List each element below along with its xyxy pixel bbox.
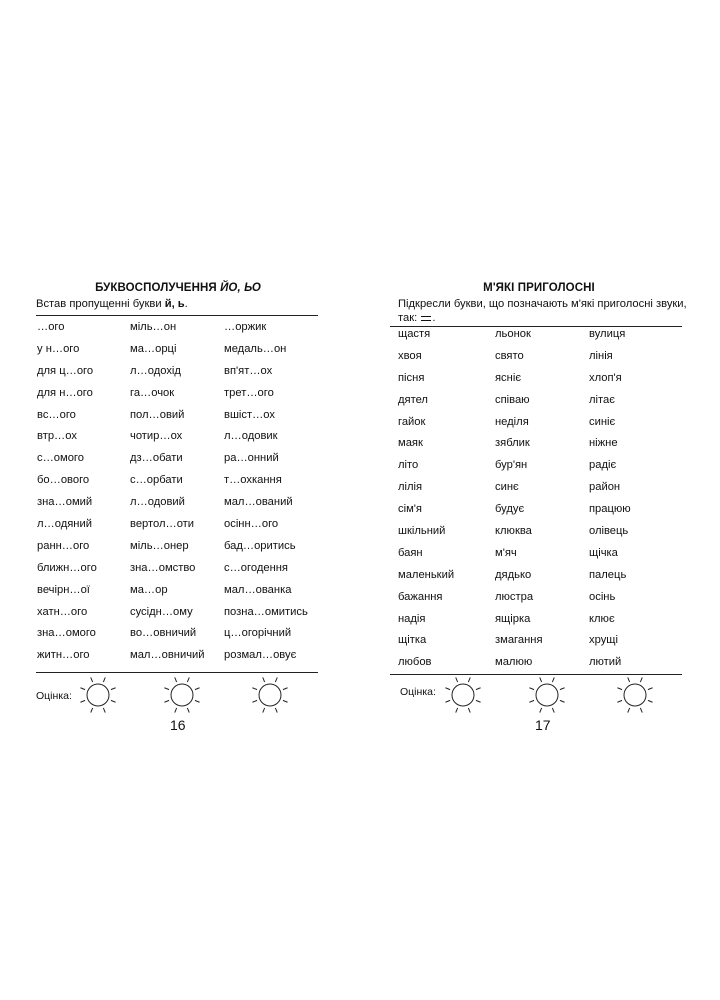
word-item: л…одяний: [37, 518, 92, 531]
word-item: ящірка: [495, 612, 531, 625]
word-item: гайок: [398, 415, 426, 428]
word-item: л…одохід: [130, 364, 181, 377]
word-item: маяк: [398, 437, 423, 450]
word-item: во…овничий: [130, 627, 197, 640]
word-item: осінн…ого: [224, 518, 279, 531]
word-item: вп'ят…ох: [224, 364, 273, 377]
word-item: міль…онер: [130, 539, 189, 552]
word-item: щічка: [589, 546, 618, 559]
word-item: змагання: [495, 634, 543, 647]
word-item: бажання: [398, 590, 443, 603]
instruction-text: Підкресли букви, що позначають м'які приголосні звуки,: [398, 298, 687, 310]
word-item: для н…ого: [37, 386, 93, 399]
word-item: хвоя: [398, 349, 422, 362]
word-item: вертол…оти: [130, 518, 195, 531]
word-item: втр…ох: [37, 430, 77, 443]
title-italic-text: ЙО, ЬО: [220, 282, 261, 294]
word-item: олівець: [589, 525, 629, 538]
word-item: для ц…ого: [37, 364, 94, 377]
word-item: зна…омий: [37, 496, 93, 509]
word-item: сім'я: [398, 503, 422, 516]
word-item: клює: [589, 612, 615, 625]
word-item: …оржик: [224, 321, 267, 333]
word-item: лінія: [589, 349, 613, 362]
word-item: ц…огорічний: [224, 627, 292, 640]
sun-icon[interactable]: [525, 673, 569, 717]
page-number: 17: [535, 717, 551, 733]
word-item: трет…ого: [224, 386, 274, 399]
word-item: лютий: [589, 656, 622, 669]
word-item: баян: [398, 546, 423, 559]
word-item: зяблик: [495, 437, 530, 450]
word-column: [398, 324, 454, 674]
word-item: щітка: [398, 634, 427, 647]
word-item: будує: [495, 503, 525, 516]
word-item: ма…ор: [130, 583, 168, 596]
word-item: житн…ого: [37, 649, 90, 662]
word-item: с…огодення: [224, 561, 288, 574]
title-text: БУКВОСПОЛУЧЕННЯ: [95, 282, 221, 294]
word-item: чотир…ох: [130, 430, 183, 443]
word-item: л…одовий: [130, 496, 185, 509]
word-column: [37, 317, 97, 667]
grade-label: Оцінка:: [400, 686, 436, 698]
instruction: [398, 297, 688, 325]
word-item: міль…он: [130, 321, 177, 333]
instruction-text: Встав пропущенні букви: [36, 298, 165, 310]
word-column: [224, 317, 308, 667]
word-item: вшіст…ох: [224, 408, 275, 421]
word-item: пісня: [398, 371, 425, 384]
top-divider: [36, 315, 318, 316]
word-item: т…охкання: [224, 474, 282, 487]
word-item: мал…овничий: [130, 649, 205, 662]
word-item: клюква: [495, 525, 532, 538]
word-item: у н…ого: [37, 342, 80, 355]
word-column: [495, 324, 543, 674]
sun-icon[interactable]: [441, 673, 485, 717]
word-item: ра…онний: [224, 452, 279, 465]
word-item: сусідн…ому: [130, 605, 193, 618]
word-item: медаль…он: [224, 342, 287, 355]
word-column: [589, 324, 631, 674]
word-item: льонок: [495, 328, 531, 340]
word-item: мал…ованка: [224, 583, 292, 596]
word-item: розмал…овує: [224, 649, 297, 662]
grade-label: Оцінка:: [36, 690, 72, 702]
instruction-end: .: [184, 298, 188, 310]
word-column: [130, 317, 205, 667]
sun-icon[interactable]: [160, 673, 204, 717]
double-underline-icon: [421, 316, 431, 321]
word-item: хлоп'я: [589, 371, 622, 384]
word-item: синіє: [589, 415, 616, 428]
word-item: надія: [398, 612, 426, 625]
word-item: хатн…ого: [37, 605, 88, 618]
page-title: М'ЯКІ ПРИГОЛОСНІ: [483, 282, 595, 294]
word-item: дз…обати: [130, 452, 183, 465]
word-item: л…одовик: [224, 430, 278, 443]
sun-icon[interactable]: [613, 673, 657, 717]
word-item: лілія: [398, 481, 423, 494]
word-item: га…очок: [130, 386, 175, 399]
word-item: ближн…ого: [37, 561, 97, 574]
word-item: осінь: [589, 590, 616, 603]
word-item: с…орбати: [130, 474, 183, 487]
instruction: [36, 297, 326, 311]
word-item: синє: [495, 481, 519, 494]
word-item: бур'ян: [495, 459, 528, 472]
word-item: ніжне: [589, 437, 618, 450]
sun-icon[interactable]: [248, 673, 292, 717]
word-item: дятел: [398, 393, 428, 406]
word-item: позна…омитись: [224, 605, 308, 618]
word-item: ма…орці: [130, 342, 177, 355]
word-item: вулиця: [589, 328, 626, 340]
word-item: дядько: [495, 568, 532, 581]
right-page: [360, 0, 720, 1000]
word-item: с…омого: [37, 452, 84, 465]
word-item: …ого: [37, 321, 65, 333]
word-item: мал…ований: [224, 496, 293, 509]
word-item: палець: [589, 568, 627, 581]
word-item: бо…ового: [37, 474, 90, 487]
word-item: маленький: [398, 568, 455, 581]
word-item: любов: [398, 656, 432, 669]
word-item: вечірн…ої: [37, 583, 90, 596]
word-item: свято: [495, 349, 524, 362]
instruction-line2: так:: [398, 312, 421, 324]
word-item: літає: [589, 393, 615, 406]
word-item: літо: [398, 459, 419, 472]
word-item: зна…омого: [37, 627, 96, 640]
word-item: район: [589, 481, 621, 494]
word-item: неділя: [495, 415, 529, 428]
word-item: люстра: [495, 590, 534, 603]
word-item: ранн…ого: [37, 539, 90, 552]
word-item: шкільний: [398, 525, 446, 538]
sun-icon[interactable]: [76, 673, 120, 717]
word-item: радіє: [589, 459, 617, 472]
word-item: щастя: [398, 328, 431, 340]
word-item: пол…овий: [130, 408, 185, 421]
word-item: співаю: [495, 393, 530, 406]
word-item: вс…ого: [37, 408, 76, 421]
page-number: 16: [170, 717, 186, 733]
word-item: бад…оритись: [224, 539, 296, 552]
word-item: малюю: [495, 656, 533, 669]
word-item: м'яч: [495, 546, 517, 559]
word-item: ясніє: [495, 371, 522, 384]
instruction-bold-letters: й, ь: [164, 298, 185, 310]
word-item: зна…омство: [130, 561, 196, 574]
word-item: працюю: [589, 503, 631, 516]
instruction-end: .: [432, 312, 436, 324]
page-title: [36, 282, 320, 294]
word-item: хрущі: [589, 634, 618, 647]
